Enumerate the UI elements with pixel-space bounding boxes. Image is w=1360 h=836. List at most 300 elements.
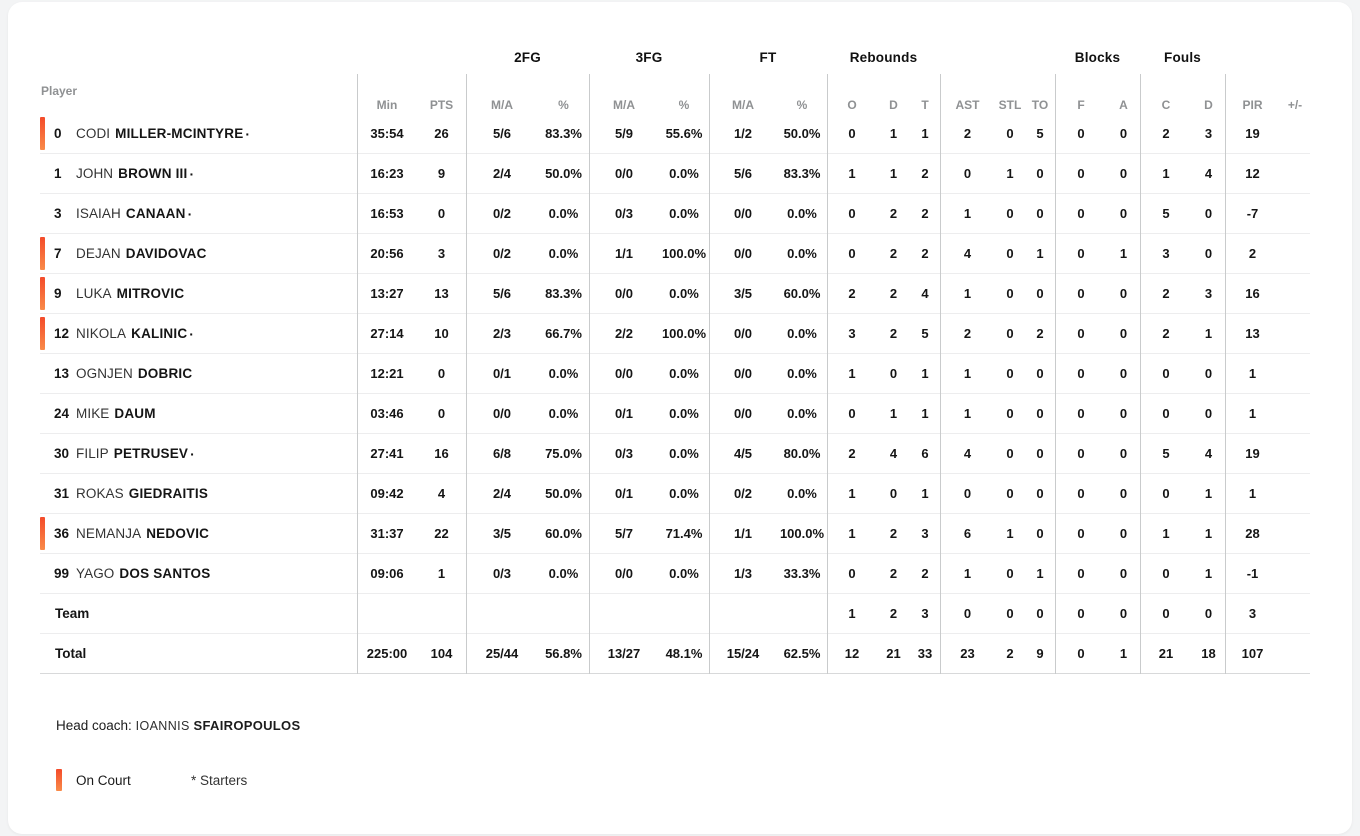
player-first-name: JOHN [76,166,114,181]
stat-min: 16:53 [370,206,404,221]
stat-stl: 0 [1006,246,1014,261]
stat-reb_d: 1 [889,406,898,421]
stat-reb_o: 1 [848,166,856,181]
stat-fg3_ma: 0/3 [614,206,634,221]
stat-blk_f: 0 [1077,566,1085,581]
stat-fg3_ma: 0/0 [614,566,634,581]
stat-foul_c: 2 [1162,326,1170,341]
stat-reb_d: 2 [889,526,898,541]
stat-ft_pct: 60.0% [783,286,821,301]
stat-fg3_ma: 0/0 [614,166,634,181]
stat-min: 09:06 [370,566,404,581]
stat-ft_pct: 0.0% [787,486,817,501]
row-label: Total [55,646,87,661]
stat-blk_f: 0 [1077,326,1085,341]
stat-fg2_ma: 2/4 [492,166,512,181]
player-first-name: FILIP [76,446,109,461]
table-row [40,354,1310,394]
stat-blk_f: 0 [1077,646,1085,661]
stat-pir: 12 [1245,166,1260,181]
stat-reb_o: 1 [848,486,856,501]
stat-fg3_ma: 0/0 [614,286,634,301]
player-first-name: NEMANJA [76,526,142,541]
player-last-name: PETRUSEV [113,446,189,461]
stat-stl: 0 [1006,326,1014,341]
stat-fg3_ma: 13/27 [607,646,641,661]
col-header-ft-ma: M/A [732,98,754,112]
col-header-to: TO [1031,98,1049,112]
stat-blk_a: 0 [1119,166,1128,181]
stat-ft_ma: 1/3 [733,566,753,581]
stat-ft_ma: 0/0 [733,406,753,421]
player-cell [40,274,357,313]
player-first-name: LUKA [76,286,112,301]
player-cell [40,234,357,273]
on-court-indicator [40,317,45,350]
table-header-groups [40,50,1310,76]
stat-reb_t: 1 [921,366,929,381]
player-last-name: MITROVIC [116,286,185,301]
column-divider [1225,74,1226,674]
stat-fg2_ma: 3/5 [492,526,512,541]
on-court-indicator [40,517,45,550]
stat-ft_pct: 62.5% [783,646,821,661]
stat-pts: 16 [434,446,449,461]
stat-foul_d: 0 [1204,406,1213,421]
stat-pir: 13 [1245,326,1260,341]
column-divider [827,74,828,674]
stat-reb_t: 6 [921,446,929,461]
header-rebounds: Rebounds [849,50,918,65]
stat-stl: 0 [1006,206,1014,221]
stat-ft_pct: 80.0% [783,446,821,461]
column-divider [709,74,710,674]
table-row [40,314,1310,354]
player-first-name: ROKAS [76,486,124,501]
jersey-number: 31 [54,486,70,501]
stat-blk_a: 0 [1119,446,1128,461]
stat-foul_d: 0 [1204,606,1213,621]
stat-foul_c: 5 [1162,446,1170,461]
stat-foul_d: 3 [1204,286,1213,301]
stat-reb_t: 2 [921,566,929,581]
stat-foul_c: 1 [1162,166,1170,181]
stat-pir: 1 [1248,366,1257,381]
stat-to: 1 [1036,566,1044,581]
col-header-foul-c: C [1161,98,1171,112]
stat-reb_t: 2 [921,166,929,181]
stat-blk_f: 0 [1077,606,1085,621]
stat-blk_a: 1 [1119,646,1128,661]
col-header-plus-minus: +/- [1287,98,1303,112]
stat-to: 0 [1036,406,1044,421]
stat-ast: 2 [963,326,972,341]
jersey-number: 99 [54,566,70,581]
table-body [40,114,1310,674]
stat-ft_ma: 1/2 [733,126,753,141]
stat-stl: 0 [1006,486,1014,501]
stat-reb_t: 2 [921,246,929,261]
stat-reb_d: 1 [889,166,898,181]
stat-foul_c: 0 [1162,366,1170,381]
row-label: Team [55,606,90,621]
stat-fg3_pct: 0.0% [669,406,699,421]
player-last-name: KALINIC [131,326,188,341]
stat-reb_o: 0 [848,126,856,141]
stat-pir: -1 [1246,566,1259,581]
stat-ft_ma: 0/0 [733,326,753,341]
stat-ast: 1 [963,286,972,301]
player-first-name: ISAIAH [76,206,121,221]
stat-min: 27:14 [370,326,404,341]
on-court-legend-swatch [56,769,62,791]
jersey-number: 12 [54,326,70,341]
stat-reb_o: 12 [844,646,860,661]
stat-foul_d: 1 [1204,486,1213,501]
stat-to: 0 [1036,486,1044,501]
stat-foul_d: 0 [1204,246,1213,261]
stat-fg2_pct: 50.0% [545,166,582,181]
stat-pts: 0 [437,206,446,221]
stat-reb_o: 1 [848,366,856,381]
stat-to: 0 [1036,166,1044,181]
header-fouls: Fouls [1164,50,1201,65]
stat-fg3_ma: 5/9 [614,126,634,141]
stat-blk_f: 0 [1077,406,1085,421]
stat-to: 0 [1036,606,1044,621]
stat-min: 27:41 [370,446,404,461]
stat-fg3_pct: 71.4% [665,526,703,541]
stat-fg3_ma: 0/3 [614,446,634,461]
stat-min: 20:56 [370,246,404,261]
stat-fg3_ma: 5/7 [614,526,634,541]
stat-fg3_ma: 0/1 [614,406,634,421]
stat-reb_t: 1 [921,126,929,141]
stat-reb_t: 1 [921,406,929,421]
stat-fg3_pct: 0.0% [669,566,699,581]
stat-fg2_ma: 2/3 [492,326,512,341]
col-header-blk-a: A [1119,98,1128,112]
col-header-pts: PTS [429,98,454,112]
col-header-reb-d: D [889,98,898,112]
stat-pir: 107 [1241,646,1264,661]
player-first-name: YAGO [76,566,115,581]
on-court-indicator [40,277,45,310]
on-court-indicator [40,237,45,270]
stat-pir: 19 [1245,126,1260,141]
stat-ft_pct: 100.0% [779,526,825,541]
stat-fg2_pct: 75.0% [545,446,582,461]
table-row [40,114,1310,154]
stat-foul_d: 4 [1204,166,1213,181]
col-header-player: Player [41,84,78,98]
stat-pts: 104 [430,646,453,661]
stat-fg3_ma: 1/1 [614,246,634,261]
stat-pts: 0 [437,406,446,421]
stat-fg3_pct: 0.0% [669,366,699,381]
column-divider [940,74,941,674]
stat-blk_f: 0 [1077,166,1085,181]
player-cell [40,594,357,633]
stat-ft_pct: 0.0% [787,406,817,421]
stat-fg2_pct: 83.3% [545,286,582,301]
jersey-number: 13 [54,366,70,381]
stat-stl: 0 [1006,606,1014,621]
stat-pir: 28 [1245,526,1260,541]
starter-mark: · [190,445,195,462]
stat-foul_c: 2 [1162,286,1170,301]
stat-fg3_pct: 0.0% [669,286,699,301]
col-header-2fg-pct: % [558,98,569,112]
stat-stl: 1 [1006,166,1014,181]
player-last-name: CANAAN [125,206,186,221]
stat-fg2_ma: 25/44 [485,646,519,661]
jersey-number: 24 [54,406,70,421]
stat-to: 0 [1036,206,1044,221]
player-cell [40,474,357,513]
stat-pts: 9 [437,166,446,181]
stat-ast: 1 [963,366,972,381]
stat-blk_a: 0 [1119,566,1128,581]
stat-reb_t: 5 [921,326,929,341]
stat-pir: 19 [1245,446,1260,461]
stat-reb_d: 0 [889,366,898,381]
player-last-name: MILLER-MCINTYRE [115,126,244,141]
header-ft: FT [759,50,777,65]
table-row [40,234,1310,274]
stat-reb_t: 33 [917,646,933,661]
col-header-ft-pct: % [796,98,808,112]
player-cell [40,434,357,473]
stat-reb_d: 2 [889,606,898,621]
col-header-foul-d: D [1204,98,1213,112]
stat-fg2_pct: 50.0% [545,486,582,501]
stat-ast: 4 [963,246,972,261]
stat-to: 0 [1036,286,1044,301]
stat-ast: 1 [963,406,972,421]
stat-reb_o: 0 [848,406,856,421]
stat-fg2_pct: 66.7% [545,326,582,341]
stat-pts: 4 [437,486,446,501]
table-row [40,434,1310,474]
stat-reb_o: 2 [848,446,856,461]
col-header-pir: PIR [1242,98,1263,112]
stat-to: 1 [1036,246,1044,261]
stat-pir: 1 [1248,486,1257,501]
stat-ast: 0 [963,486,972,501]
stat-reb_d: 21 [886,646,901,661]
stat-to: 0 [1036,526,1044,541]
stat-reb_t: 4 [921,286,929,301]
stat-pir: -7 [1246,206,1259,221]
stat-fg3_ma: 0/0 [614,366,634,381]
col-header-ast: AST [955,98,980,112]
stat-foul_d: 3 [1204,126,1213,141]
stat-reb_d: 2 [889,326,898,341]
stat-pts: 0 [437,366,446,381]
stat-fg3_pct: 0.0% [669,446,699,461]
stat-reb_d: 2 [889,246,898,261]
stat-ft_ma: 1/1 [733,526,753,541]
stat-to: 0 [1036,366,1044,381]
stat-ft_ma: 4/5 [733,446,753,461]
box-score-card [8,2,1352,834]
stat-foul_d: 1 [1204,326,1213,341]
player-cell [40,634,357,673]
stat-foul_c: 3 [1162,246,1170,261]
stat-blk_a: 0 [1119,366,1128,381]
stat-min: 31:37 [370,526,404,541]
starter-mark: · [245,125,251,142]
stat-ft_ma: 0/0 [733,366,753,381]
column-divider [1055,74,1056,674]
jersey-number: 30 [54,446,70,461]
table-row [40,474,1310,514]
stat-blk_a: 0 [1119,326,1128,341]
col-header-min: Min [376,98,398,112]
stat-foul_c: 1 [1162,526,1170,541]
stat-fg3_ma: 0/1 [614,486,634,501]
stat-min: 35:54 [370,126,404,141]
head-coach-last-name: SFAIROPOULOS [193,718,301,733]
col-header-blk-f: F [1077,98,1085,112]
player-cell [40,554,357,593]
stat-ft_pct: 0.0% [787,206,817,221]
stat-foul_c: 0 [1162,606,1170,621]
stat-fg3_pct: 48.1% [665,646,703,661]
stat-to: 2 [1036,326,1044,341]
stat-blk_a: 0 [1119,126,1128,141]
jersey-number: 36 [54,526,70,541]
stat-fg2_ma: 0/0 [492,406,512,421]
stat-to: 5 [1036,126,1044,141]
legend-starters-label: * Starters [191,772,248,788]
stat-reb_t: 2 [921,206,929,221]
jersey-number: 9 [54,286,62,301]
stat-foul_c: 0 [1162,486,1170,501]
player-last-name: DOBRIC [137,366,193,381]
stat-ast: 1 [963,206,972,221]
stat-ft_ma: 15/24 [726,646,760,661]
jersey-number: 1 [54,166,62,181]
stat-blk_f: 0 [1077,246,1085,261]
stat-blk_a: 1 [1119,246,1128,261]
stat-to: 0 [1036,446,1044,461]
stat-min: 03:46 [370,406,404,421]
stat-ft_ma: 0/0 [733,246,753,261]
player-last-name: DAVIDOVAC [125,246,207,261]
stat-fg2_ma: 5/6 [492,286,512,301]
stat-foul_c: 5 [1162,206,1170,221]
stat-blk_f: 0 [1077,486,1085,501]
stat-blk_f: 0 [1077,526,1085,541]
stat-reb_o: 0 [848,206,856,221]
header-blocks: Blocks [1074,50,1121,65]
stat-reb_d: 0 [889,486,898,501]
stat-min: 16:23 [370,166,404,181]
column-divider [589,74,590,674]
stat-ast: 1 [963,566,972,581]
player-first-name: OGNJEN [76,366,133,381]
stat-foul_d: 0 [1204,206,1213,221]
stat-stl: 0 [1006,406,1014,421]
stat-fg2_ma: 5/6 [492,126,512,141]
stat-fg2_ma: 0/3 [492,566,512,581]
stat-stl: 0 [1006,286,1014,301]
stat-reb_d: 1 [889,126,898,141]
head-coach-first-name: IOANNIS [135,719,190,733]
stat-fg3_pct: 55.6% [665,126,703,141]
stat-ft_pct: 0.0% [787,366,817,381]
starter-mark: · [189,165,195,182]
head-coach-label: Head coach: [56,718,132,733]
stat-stl: 0 [1006,366,1014,381]
stat-fg2_ma: 0/2 [492,246,512,261]
stat-pts: 26 [434,126,449,141]
player-cell [40,314,357,353]
col-header-3fg-ma: M/A [613,98,635,112]
stat-blk_f: 0 [1077,206,1085,221]
stat-foul_d: 4 [1204,446,1213,461]
stat-min: 225:00 [366,646,408,661]
player-cell [40,394,357,433]
jersey-number: 7 [54,246,62,261]
stat-reb_d: 2 [889,286,898,301]
stat-reb_d: 2 [889,566,898,581]
player-cell [40,354,357,393]
stat-pts: 22 [434,526,449,541]
legend-on-court-label: On Court [76,772,131,788]
starter-mark: · [187,205,193,222]
stat-ft_pct: 0.0% [787,326,817,341]
player-cell [40,154,357,193]
player-cell [40,514,357,553]
stat-ast: 6 [963,526,972,541]
stat-fg3_ma: 2/2 [614,326,634,341]
header-2fg: 2FG [514,50,541,65]
column-divider [357,74,358,674]
player-last-name: DOS SANTOS [119,566,211,581]
stat-foul_d: 1 [1204,566,1213,581]
stat-reb_o: 3 [848,326,856,341]
table-row [40,634,1310,674]
stat-ast: 0 [963,606,972,621]
stat-fg2_pct: 0.0% [548,246,579,261]
stat-fg2_pct: 0.0% [548,406,579,421]
column-divider [1140,74,1141,674]
table-row [40,554,1310,594]
stat-blk_a: 0 [1119,606,1128,621]
stat-ft_ma: 0/0 [733,206,753,221]
stat-blk_a: 0 [1119,286,1128,301]
stat-ft_ma: 5/6 [733,166,753,181]
stat-stl: 0 [1006,446,1014,461]
stat-fg2_ma: 0/1 [492,366,512,381]
player-last-name: DAUM [114,406,156,421]
stat-reb_t: 3 [921,606,929,621]
stat-foul_c: 21 [1158,646,1174,661]
stat-blk_f: 0 [1077,286,1085,301]
stat-stl: 0 [1006,566,1014,581]
player-cell [40,194,357,233]
stat-reb_o: 2 [848,286,856,301]
stat-ft_ma: 3/5 [733,286,753,301]
stat-ast: 2 [963,126,972,141]
stat-reb_o: 0 [848,246,856,261]
stat-fg2_ma: 0/2 [492,206,512,221]
stat-pts: 10 [434,326,449,341]
table-subheaders [40,76,1310,114]
